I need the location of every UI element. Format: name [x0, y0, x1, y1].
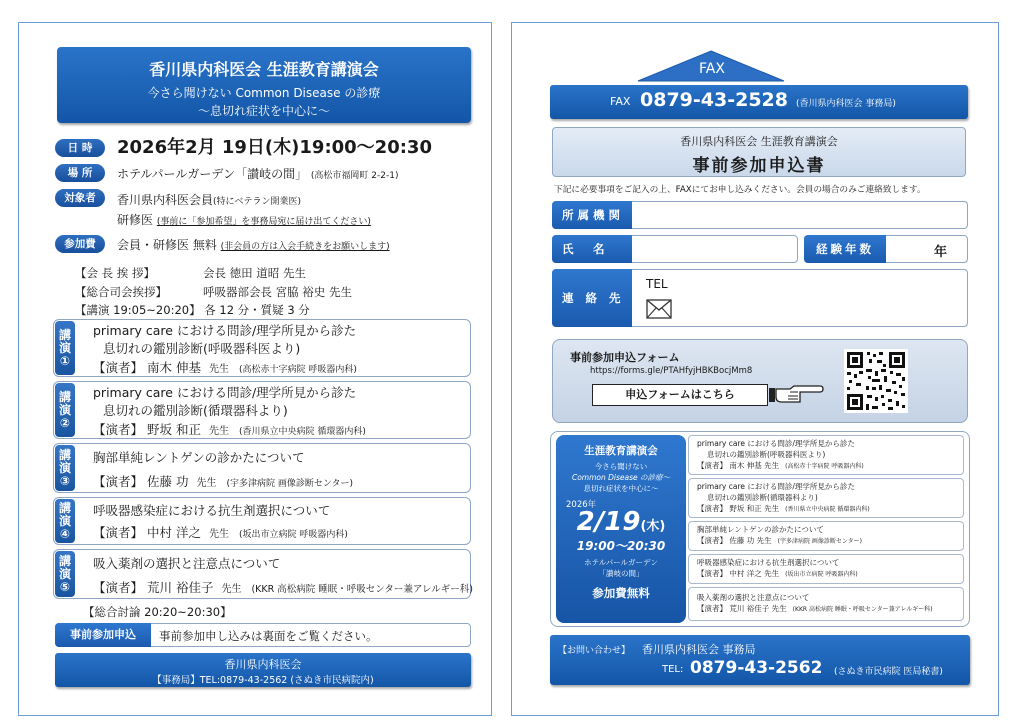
summary-lecture-3-title: 胸部単純レントゲンの診かたについて [697, 525, 824, 534]
mc-name: 呼吸器部会長 宮脇 裕史 先生 [203, 285, 352, 299]
qr-code-icon[interactable] [844, 349, 908, 413]
lecture-2-title: primary care における問診/理学所見から診た [93, 385, 357, 400]
online-form-button[interactable] [592, 384, 768, 406]
lecture-4-tab: 講 演 ④ [55, 499, 75, 543]
lecture-4-speaker: 【演者】 中村 洋之 先生 (坂出市立病院 呼吸器内科) [93, 525, 348, 540]
summary-time: 19:00～20:30 [576, 539, 666, 553]
summary-lecture-1-speaker: 【演者】 南木 伸基 先生 (高松赤十字病院 呼吸器内科) [697, 461, 864, 470]
venue-label: 場 所 [55, 164, 105, 182]
summary-date-value: 2/19 [576, 507, 641, 537]
summary-lecture-5-speaker: 【演者】 荒川 裕佳子 先生 (KKR 高松病院 睡眠・呼吸センター兼アレルギー科) [697, 604, 933, 613]
lecture-3-title: 胸部単純レントゲンの診かたについて [93, 450, 305, 465]
summary-sub3: 息切れ症状を中心に～ [583, 484, 659, 493]
fee-label: 参加費 [55, 235, 105, 253]
online-form-button-label: 申込フォームはこちら [625, 388, 735, 401]
lecture-time: 【講演 19:05~20:20】 各 12 分・質疑 3 分 [75, 303, 310, 317]
title-banner [57, 47, 471, 123]
lecture-3-tab: 講 演 ③ [55, 445, 75, 491]
lecture-5-tab: 講 演 ⑤ [55, 551, 75, 597]
contact-footer-tel: 0879-43-2562 [690, 658, 823, 678]
right-page [511, 22, 999, 716]
contact-label: 連 絡 先 [552, 269, 632, 327]
lecture-1-title: primary care における問診/理学所見から診た [93, 323, 357, 338]
summary-event-card [556, 435, 686, 623]
summary-venue2: 「讃岐の間」 [598, 569, 644, 578]
contact-footer-note: (さぬき市民病院 医局秘書) [834, 667, 943, 677]
summary-date [556, 507, 686, 537]
footer-org: 香川県内科医会 [224, 658, 302, 671]
target-value [117, 191, 301, 208]
event-title: 香川県内科医会 生涯教育講演会 [149, 60, 379, 79]
event-subtitle-2: ～息切れ症状を中心に～ [197, 104, 330, 118]
contact-footer-tel-label: TEL: [662, 664, 684, 675]
left-footer [55, 653, 471, 687]
form-header [552, 127, 966, 177]
lecture-2-title-2: 息切れの鑑別診断(循環器科より) [103, 403, 288, 418]
fee-note: (非会員の方は入会手続きをお願いします) [220, 242, 390, 252]
summary-lecture-2-title-2: 息切れの鑑別診断(循環器科より) [707, 493, 818, 502]
summary-lecture-5 [688, 587, 964, 621]
date-label: 日 時 [55, 139, 105, 157]
target-residents-note: (事前に「参加希望」を事務局宛に届け出てください) [156, 217, 371, 227]
fee-value [117, 236, 390, 253]
contact-footer-org: 香川県内科医会 事務局 [642, 643, 756, 656]
summary-lecture-1-title: primary care における問診/理学所見から診た [697, 439, 855, 448]
chair-name: 会長 徳田 道昭 先生 [203, 266, 306, 280]
summary-sub2: Common Disease の診療～ [571, 473, 671, 482]
summary-title: 生涯教育講演会 [584, 445, 658, 457]
instruction-text: 下記に必要事項をご記入の上、FAXにてお申し込みください。会員の場合のみご連絡致します。 [554, 185, 926, 195]
summary-weekday: (木) [640, 519, 666, 534]
summary-year: 2026年 [566, 500, 597, 510]
summary-lecture-2 [688, 478, 964, 518]
footer-office: 【事務局】TEL:0879-43-2562 (さぬき市民病院内) [152, 675, 374, 686]
fax-tab-label: FAX [699, 61, 725, 77]
event-subtitle: 今さら聞けない Common Disease の診療 [147, 86, 381, 100]
date-value: 2026年2月 19日(木)19:00～20:30 [117, 137, 432, 158]
target-members: 香川県内科医会員 [117, 193, 214, 207]
left-page [18, 22, 492, 716]
discussion-time: 【総合討論 20:20~20:30】 [83, 605, 232, 619]
summary-lecture-2-speaker: 【演者】 野坂 和正 先生 (香川県立中央病院 循環器内科) [697, 504, 870, 513]
form-header-line1: 香川県内科医会 生涯教育講演会 [680, 135, 838, 148]
lecture-2-speaker: 【演者】 野坂 和正 先生 (香川県立中央病院 循環器内科) [93, 422, 366, 437]
summary-sub1: 今さら聞けない [594, 462, 648, 471]
summary-lecture-2-title: primary care における問診/理学所見から診た [697, 482, 855, 491]
tel-label: TEL [646, 277, 668, 291]
mc-role: 【総合司会挨拶】 [75, 285, 167, 299]
summary-lecture-4 [688, 554, 964, 584]
contact-footer-label: 【お問い合わせ】 [558, 646, 631, 656]
target-residents-label: 研修医 [117, 213, 154, 227]
online-form-title: 事前参加申込フォーム [570, 351, 680, 364]
lecture-5-title: 吸入薬剤の選択と注意点について [93, 556, 281, 571]
target-label: 対象者 [55, 189, 105, 207]
fax-bar-label: FAX [610, 95, 631, 108]
envelope-icon [646, 299, 672, 319]
lecture-1-speaker: 【演者】 南木 伸基 先生 (高松赤十字病院 呼吸器内科) [93, 360, 357, 375]
chair-role: 【会 長 挨 拶】 [75, 266, 155, 280]
fee-amount: 会員・研修医 無料 [117, 238, 217, 252]
fax-bar-note: (香川県内科医会 事務局) [796, 99, 896, 109]
fax-number: 0879-43-2528 [640, 89, 788, 111]
lecture-2-tab: 講 演 ② [55, 383, 75, 437]
lecture-5-speaker: 【演者】 荒川 裕佳子 先生 (KKR 高松病院 睡眠・呼吸センター兼アレルギー科) [93, 580, 473, 595]
summary-lecture-5-title: 吸入薬剤の選択と注意点について [697, 593, 810, 602]
pointing-hand-icon [768, 383, 824, 407]
contact-footer [550, 635, 970, 685]
name-label: 氏 名 [552, 235, 632, 263]
summary-fee: 参加費無料 [592, 586, 650, 600]
venue-address: (高松市福岡町 2-2-1) [310, 171, 399, 181]
summary-lecture-4-speaker: 【演者】 中村 洋之 先生 (坂出市立病院 呼吸器内科) [697, 569, 858, 578]
target-residents [117, 211, 371, 228]
lecture-3-speaker: 【演者】 佐藤 功 先生 (宇多津病院 画像診断センター) [93, 474, 353, 489]
online-form-url[interactable]: https://forms.gle/PTAHfyjHBKBocjMm8 [590, 366, 753, 376]
lecture-1-tab: 講 演 ① [55, 321, 75, 375]
venue-name: ホテルパールガーデン「讃岐の間」 [117, 167, 308, 181]
summary-lecture-1 [688, 435, 964, 475]
form-title: 事前参加申込書 [692, 156, 826, 176]
summary-lecture-3 [688, 521, 964, 551]
summary-lecture-4-title: 呼吸器感染症における抗生剤選択について [697, 558, 840, 567]
affiliation-label: 所属機関 [552, 201, 632, 229]
summary-lecture-1-title-2: 息切れの鑑別診断(呼吸器科医より) [707, 450, 826, 459]
fax-bar [550, 85, 968, 119]
target-note: (特にベテラン開業医) [213, 197, 302, 207]
summary-venue1: ホテルパールガーデン [584, 558, 658, 567]
venue-value [117, 165, 398, 182]
prereg-text: 事前参加申し込みは裏面をご覧ください。 [159, 629, 378, 643]
lecture-1-title-2: 息切れの鑑別診断(呼吸器科医より) [103, 341, 301, 356]
years-unit: 年 [934, 245, 948, 260]
prereg-label: 事前参加申込 [55, 623, 151, 647]
summary-lecture-3-speaker: 【演者】 佐藤 功 先生 (宇多津病院 画像診断センター) [697, 536, 863, 545]
years-label: 経験年数 [804, 235, 886, 263]
lecture-4-title: 呼吸器感染症における抗生剤選択について [93, 503, 331, 518]
